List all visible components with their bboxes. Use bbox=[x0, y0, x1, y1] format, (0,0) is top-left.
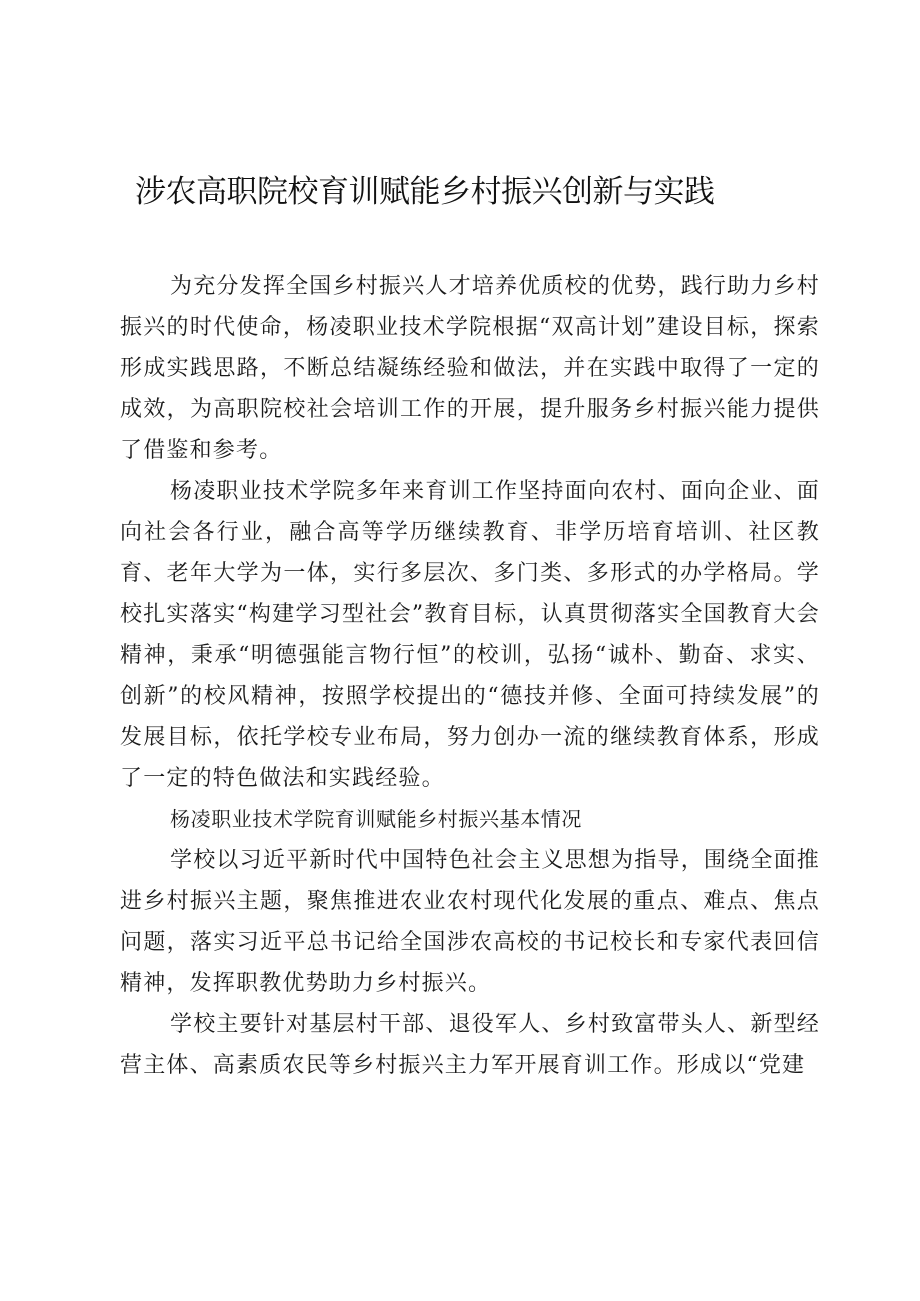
document-body bbox=[120, 266, 820, 1086]
document-title: 涉农高职院校育训赋能乡村振兴创新与实践 bbox=[135, 174, 715, 210]
paragraph-background: 杨凌职业技术学院多年来育训工作坚持面向农村、面向企业、面向社会各行业，融合高等学历继续教育、非学历培育培训、社区教育、老年大学为一体，实行多层次、多门类、多形式的办学格局。学校扎实落实“构建学习型社会”教育目标，认真贯彻落实全国教育大会精神，秉承“明德强能言物行恒”的校训，弘扬“诚朴、勤奋、求实、创新”的校风精神，按照学校提出的“德技并修、全面可持续发展”的发展目标，依托学校专业布局，努力创办一流的继续教育体系，形成了一定的特色做法和实践经验。 bbox=[120, 479, 820, 791]
section-subheading: 杨凌职业技术学院育训赋能乡村振兴基本情况 bbox=[170, 807, 582, 831]
paragraph-targets: 学校主要针对基层村干部、退役军人、乡村致富带头人、新型经营主体、高素质农民等乡村振兴主力军开展育训工作。形成以“党建 bbox=[120, 1012, 820, 1078]
paragraph-guidance: 学校以习近平新时代中国特色社会主义思想为指导，围绕全面推进乡村振兴主题，聚焦推进农业农村现代化发展的重点、难点、焦点问题，落实习近平总书记给全国涉农高校的书记校长和专家代表回信精神，发挥职教优势助力乡村振兴。 bbox=[120, 848, 820, 996]
paragraph-intro: 为充分发挥全国乡村振兴人才培养优质校的优势，践行助力乡村振兴的时代使命，杨凌职业技术学院根据“双高计划”建设目标，探索形成实践思路，不断总结凝练经验和做法，并在实践中取得了一定的成效，为高职院校社会培训工作的开展，提升服务乡村振兴能力提供了借鉴和参考。 bbox=[120, 274, 820, 463]
